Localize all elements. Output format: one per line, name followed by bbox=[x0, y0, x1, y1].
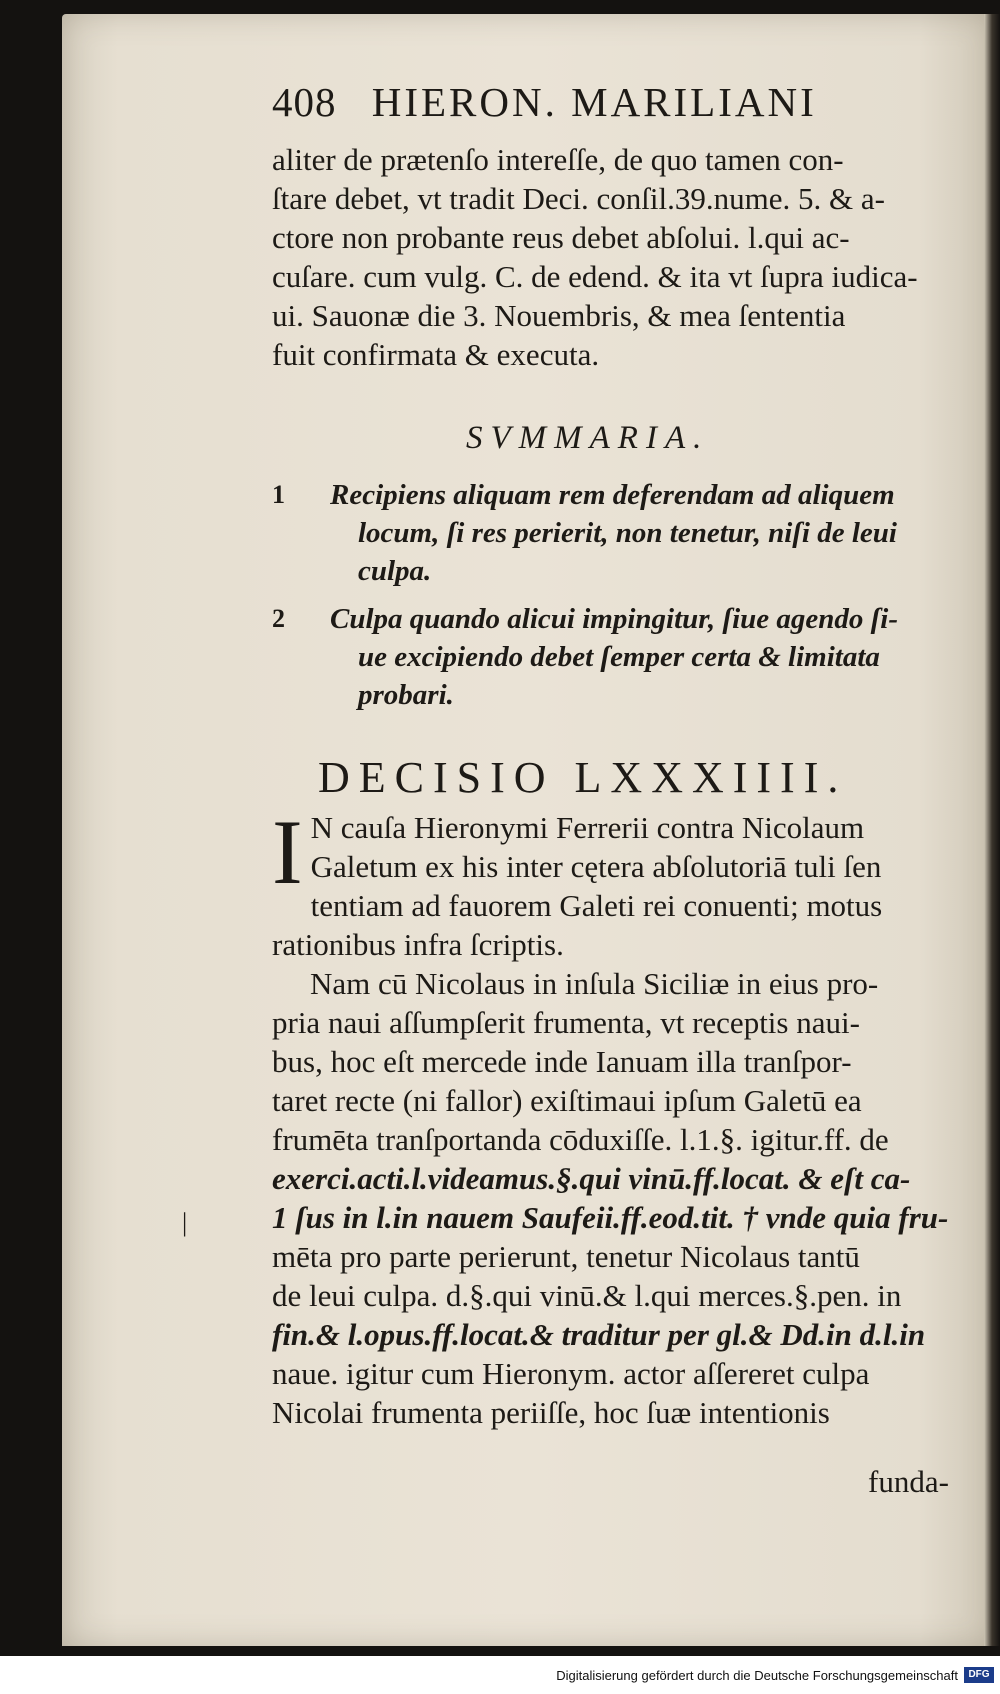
text-line: naue. igitur cum Hieronym. actor aſſereret culpa bbox=[272, 1356, 870, 1391]
text-line: frumēta tranſportanda cōduxiſſe. l.1.§. igitur.ff. de bbox=[272, 1122, 889, 1157]
page-gutter-shadow bbox=[984, 14, 1000, 1646]
page-number: 408 bbox=[272, 79, 337, 125]
text-line: exerci.acti.l.videamus.§.qui vinū.ff.locat. & eſt ca- bbox=[272, 1161, 911, 1196]
summary-number: 2 bbox=[272, 604, 285, 633]
decisio-body bbox=[272, 801, 972, 1432]
text-line: rationibus infra ſcriptis. bbox=[272, 927, 564, 962]
text-line: Nicolai frumenta periiſſe, hoc ſuæ intentionis bbox=[272, 1395, 830, 1430]
text-line: mēta pro parte perierunt, tenetur Nicolaus tantū bbox=[272, 1239, 860, 1274]
text-line: de leui culpa. d.§.qui vinū.& l.qui merces.§.pen. in bbox=[272, 1278, 902, 1313]
text-line: bus, hoc eſt mercede inde Ianuam illa tranſpor- bbox=[272, 1044, 852, 1079]
intro-paragraph bbox=[272, 140, 972, 374]
summary-line: ue excipiendo debet ſemper certa & limitata bbox=[358, 641, 880, 673]
footer-bar bbox=[0, 1662, 1000, 1694]
summary-line: culpa. bbox=[358, 555, 432, 587]
catchword: funda- bbox=[868, 1464, 949, 1499]
text-line: pria naui aſſumpſerit frumenta, vt receptis naui- bbox=[272, 1005, 860, 1040]
text-line: cuſare. cum vulg. C. de edend. & ita vt ſupra iudica- bbox=[272, 259, 918, 294]
funding-credit: Digitalisierung gefördert durch die Deutsche Forschungsgemeinschaft bbox=[556, 1668, 958, 1683]
text-line: aliter de prætenſo intereſſe, de quo tamen con- bbox=[272, 142, 844, 177]
text-line: fuit confirmata & executa. bbox=[272, 337, 600, 372]
summary-line: probari. bbox=[358, 679, 454, 711]
text-line: ctore non probante reus debet abſolui. l.qui ac- bbox=[272, 220, 850, 255]
summary-line: Recipiens aliquam rem deferendam ad aliquem bbox=[330, 479, 895, 511]
summary-item bbox=[272, 600, 972, 714]
running-head bbox=[272, 78, 922, 126]
text-line: Nam cū Nicolaus in inſula Siciliæ in eius pro- bbox=[310, 966, 879, 1001]
dfg-logo: DFG bbox=[964, 1667, 994, 1683]
text-line: Galetum ex his inter cętera abſolutoriā tuli ſen bbox=[310, 849, 882, 884]
text-line: taret recte (ni fallor) exiſtimaui ipſum Galetū ea bbox=[272, 1083, 862, 1118]
summary-number: 1 bbox=[272, 480, 285, 509]
text-line: 1 ſus in l.in nauem Saufeii.ff.eod.tit. † vnde quia fru- bbox=[272, 1200, 949, 1235]
text-line: ſtare debet, vt tradit Deci. conſil.39.nume. 5. & a- bbox=[272, 181, 885, 216]
text-line: tentiam ad fauorem Galeti rei conuenti; motus bbox=[310, 888, 883, 923]
drop-cap: I bbox=[272, 801, 303, 903]
margin-mark: | bbox=[182, 1208, 188, 1237]
text-line: ui. Sauonæ die 3. Nouembris, & mea ſententia bbox=[272, 298, 846, 333]
summary-line: Culpa quando alicui impingitur, ſiue agendo ſi- bbox=[330, 603, 899, 635]
running-head-title: HIERON. MARILIANI bbox=[371, 79, 817, 125]
text-line: N cauſa Hieronymi Ferrerii contra Nicolaum bbox=[310, 810, 865, 845]
decisio-heading: DECISIO LXXXIIII. bbox=[318, 753, 848, 802]
text-line: fin.& l.opus.ff.locat.& traditur per gl.& Dd.in d.l.in bbox=[272, 1317, 926, 1352]
summaria-heading: SVMMARIA. bbox=[466, 420, 710, 456]
summary-line: locum, ſi res perierit, non tenetur, niſi de leui bbox=[358, 517, 897, 549]
summary-item bbox=[272, 476, 972, 590]
